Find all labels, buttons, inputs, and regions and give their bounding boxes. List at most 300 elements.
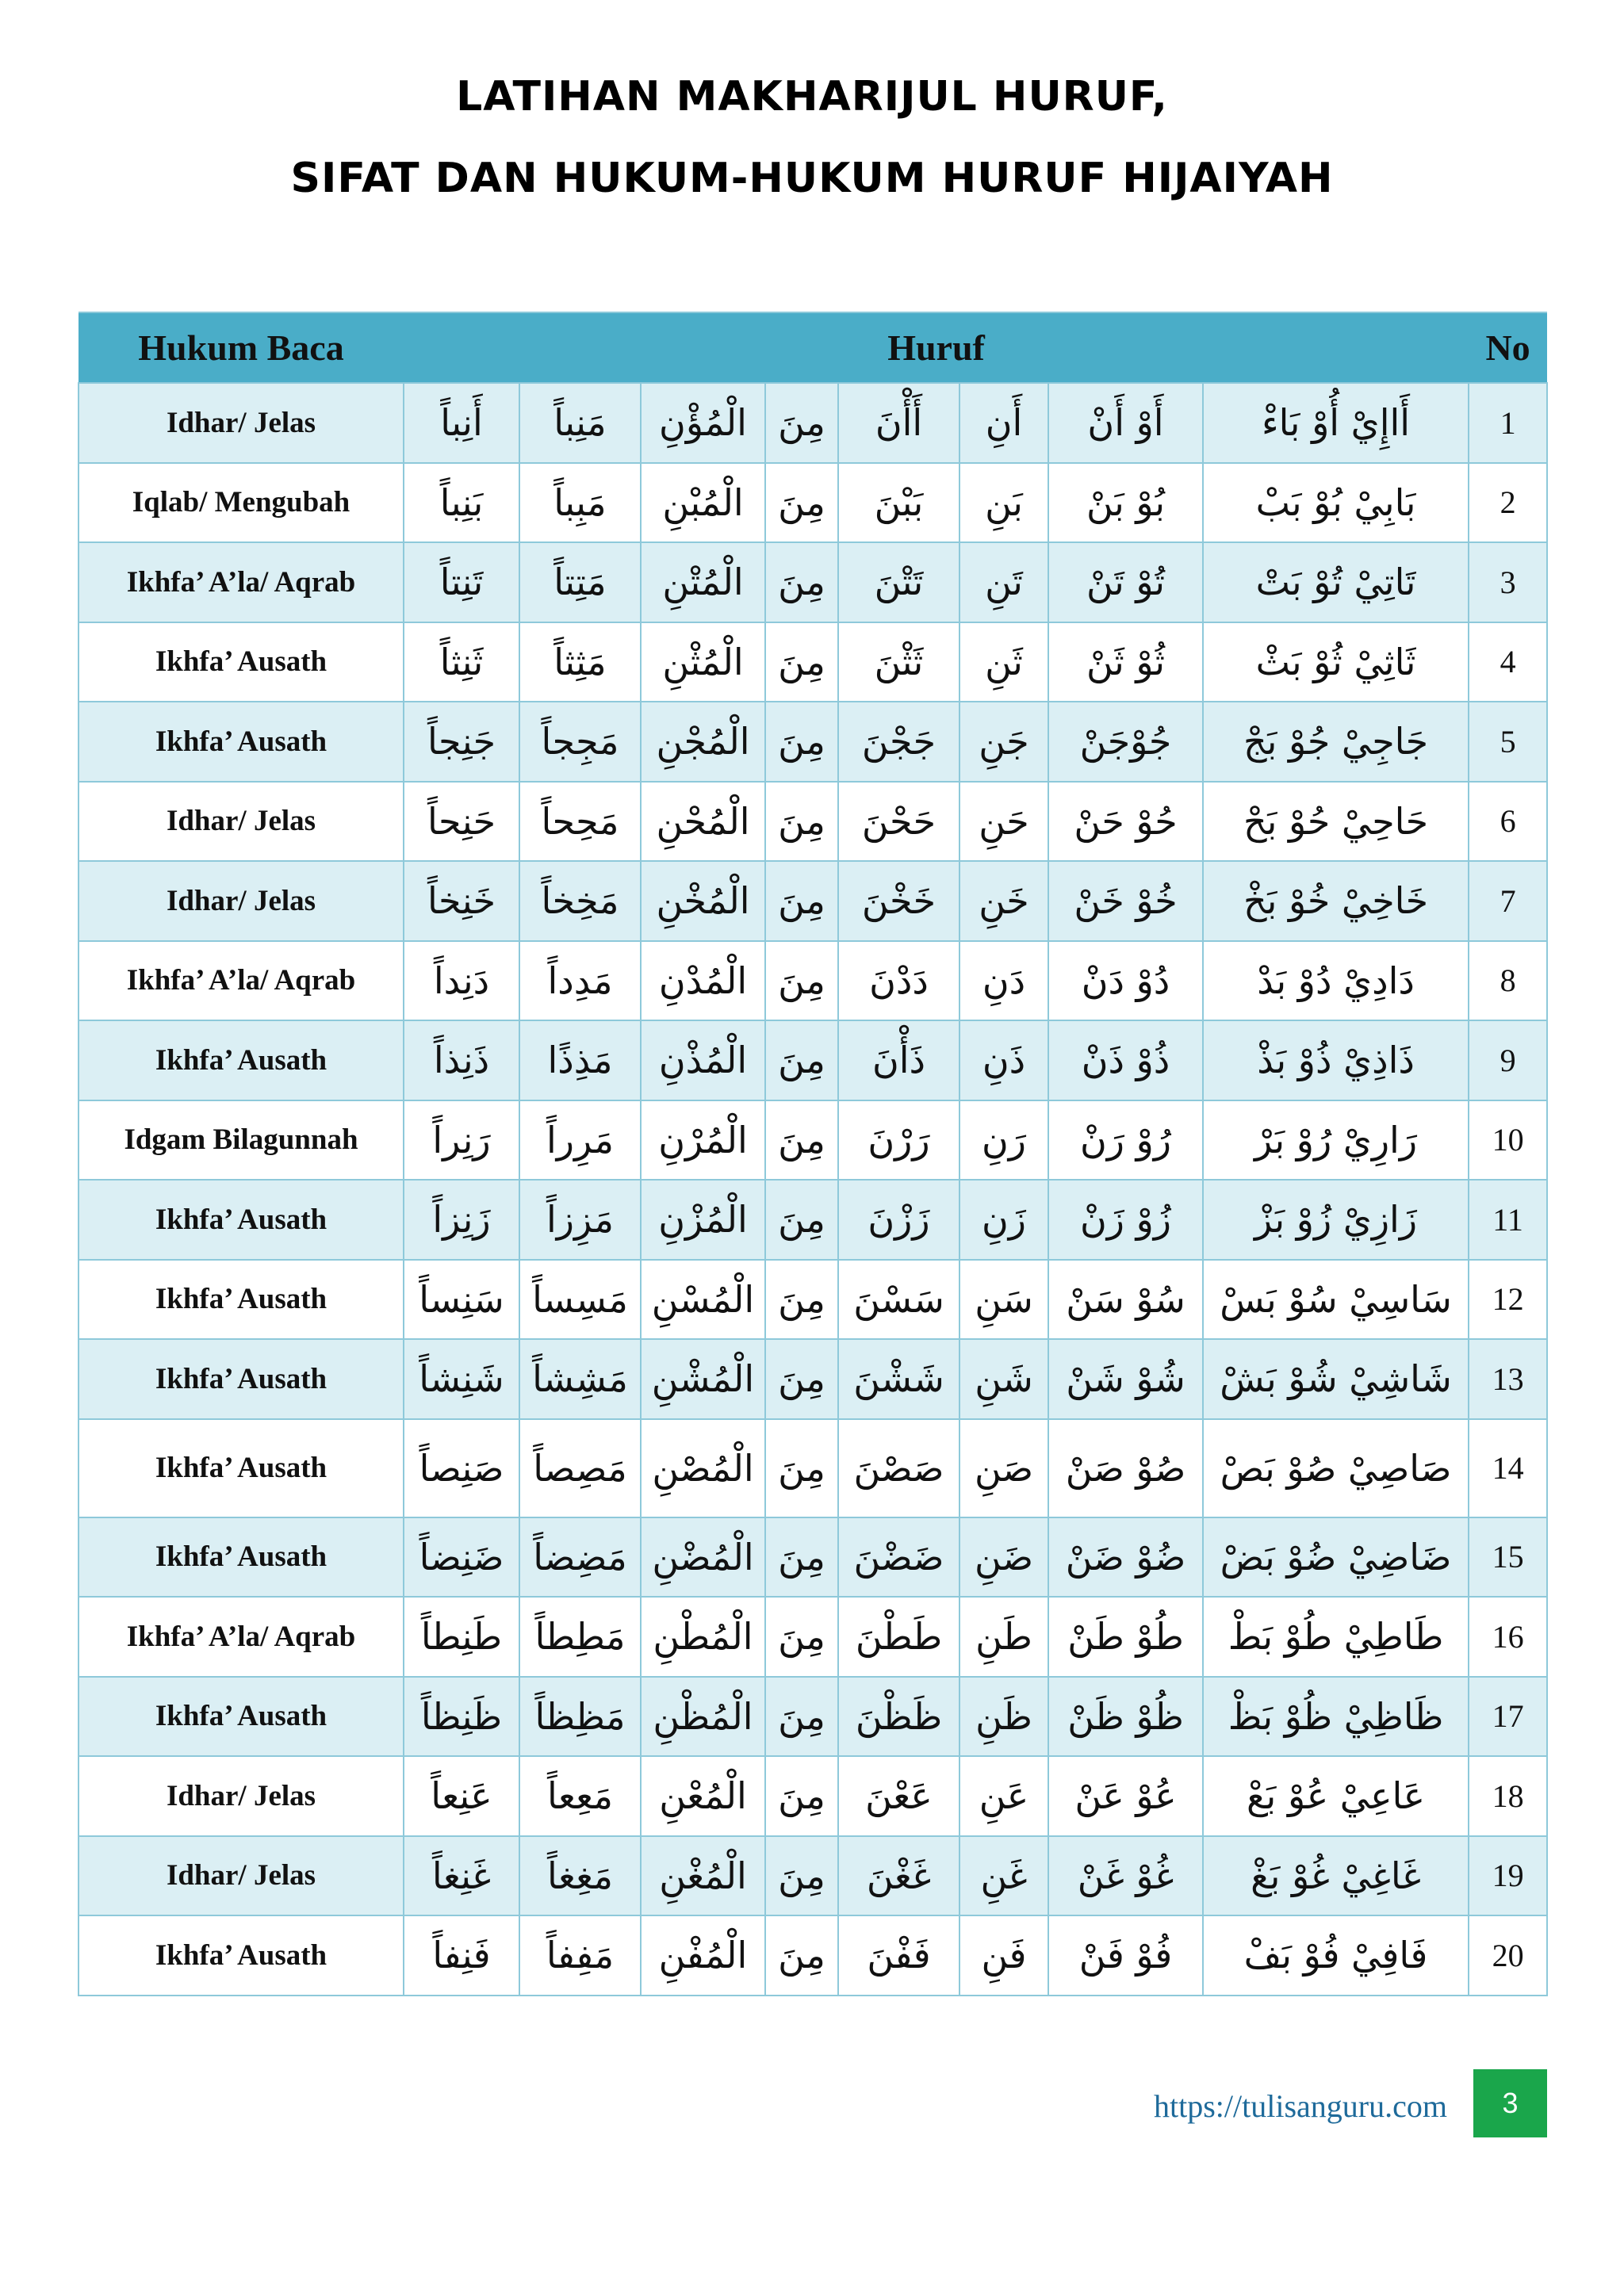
table-row (79, 1260, 1547, 1340)
huruf-text: حَنِ (979, 799, 1029, 843)
row-number-cell: 9 (1469, 1020, 1547, 1100)
huruf-cell (519, 1517, 641, 1598)
huruf-cell (519, 1100, 641, 1181)
huruf-text: الْمُؤْنِ (659, 401, 747, 445)
huruf-cell (765, 1260, 838, 1340)
huruf-text: جَجْنَ (861, 720, 936, 763)
huruf-text: طَنِ (975, 1615, 1032, 1659)
huruf-text: ذُوْ ذَنْ (1081, 1039, 1170, 1082)
huruf-cell (1203, 1020, 1469, 1100)
huruf-cell (641, 542, 765, 622)
huruf-text: مِنَ (778, 1535, 825, 1578)
huruf-cell (519, 1419, 641, 1517)
huruf-cell (959, 1260, 1048, 1340)
huruf-cell (838, 1419, 959, 1517)
huruf-text: فَفْنَ (867, 1934, 931, 1977)
huruf-text: مَتِتاً (553, 561, 607, 604)
huruf-text: سَسْنَ (853, 1277, 944, 1321)
huruf-cell (1048, 1180, 1203, 1260)
huruf-text: مِنَ (778, 1774, 825, 1818)
huruf-cell (641, 1339, 765, 1419)
hukum-baca-cell: Idhar/ Jelas (79, 782, 404, 862)
huruf-text: تَنِتاً (439, 561, 484, 604)
huruf-cell (959, 1915, 1048, 1996)
huruf-cell (519, 782, 641, 862)
huruf-text: ضُوْ ضَنْ (1065, 1535, 1186, 1578)
huruf-cell (765, 542, 838, 622)
huruf-text: ثَنِثاً (439, 640, 484, 683)
huruf-text: عَنِ (979, 1774, 1029, 1818)
huruf-cell (838, 861, 959, 941)
huruf-text: ثَاثِيْ ثُوْ بَثْ (1255, 640, 1416, 683)
row-number-cell: 19 (1469, 1836, 1547, 1916)
huruf-text: خَخْنَ (861, 879, 936, 923)
row-number-cell: 3 (1469, 542, 1547, 622)
huruf-cell (404, 702, 519, 782)
huruf-text: الْمُخْنِ (656, 879, 750, 923)
huruf-cell (1203, 1100, 1469, 1181)
huruf-cell (519, 542, 641, 622)
huruf-text: عُوْ عَنْ (1074, 1774, 1177, 1818)
huruf-cell (519, 702, 641, 782)
huruf-text: صَاصِيْ صُوْ بَصْ (1220, 1446, 1452, 1490)
huruf-text: مِنَ (778, 879, 825, 923)
huruf-text: مَصِصاً (533, 1446, 627, 1490)
huruf-text: عَاعِيْ عُوْ بَعْ (1247, 1774, 1426, 1818)
hukum-baca-cell: Ikhfa’ A’la/ Aqrab (79, 1597, 404, 1677)
hukum-baca-cell: Ikhfa’ A’la/ Aqrab (79, 941, 404, 1021)
huruf-text: مَبِباً (553, 480, 607, 524)
huruf-cell (1203, 1677, 1469, 1757)
huruf-cell (838, 463, 959, 543)
huruf-cell (641, 1836, 765, 1916)
table-row (79, 1756, 1547, 1836)
huruf-cell (641, 1260, 765, 1340)
huruf-text: مِنَ (778, 1357, 825, 1401)
hukum-baca-cell: Ikhfa’ Ausath (79, 1020, 404, 1100)
huruf-text: دَنِ (982, 959, 1026, 1002)
huruf-cell (765, 1180, 838, 1260)
huruf-text: زَنِزاً (432, 1198, 491, 1242)
huruf-text: سُوْ سَنْ (1066, 1277, 1185, 1321)
huruf-cell (838, 1915, 959, 1996)
huruf-cell (959, 463, 1048, 543)
huruf-cell (1048, 463, 1203, 543)
huruf-text: صَنِ (974, 1446, 1034, 1490)
huruf-cell (1203, 941, 1469, 1021)
huruf-cell (1048, 782, 1203, 862)
hukum-baca-cell: Ikhfa’ Ausath (79, 622, 404, 702)
table-row (79, 542, 1547, 622)
hukum-baca-cell: Idgam Bilagunnah (79, 1100, 404, 1181)
huruf-text: مَظِظاً (534, 1694, 626, 1738)
website-link[interactable]: https://tulisanguru.com (1154, 2088, 1447, 2124)
huruf-text: ظَنِظاً (420, 1694, 503, 1738)
huruf-text: مَغِغاً (546, 1854, 614, 1897)
huruf-text: ذَنِذاً (433, 1039, 490, 1082)
huruf-text: الْمُفْنِ (658, 1934, 748, 1977)
huruf-text: صُوْ صَنْ (1065, 1446, 1186, 1490)
huruf-text: مَعِعاً (546, 1774, 614, 1818)
huruf-cell (959, 941, 1048, 1021)
huruf-text: طُوْ طَنْ (1067, 1615, 1184, 1659)
huruf-cell (1203, 542, 1469, 622)
huruf-text: غَاغِيْ غُوْ بَغْ (1251, 1854, 1421, 1897)
huruf-cell (765, 1100, 838, 1181)
huruf-cell (1048, 1517, 1203, 1598)
huruf-text: مَخِخاً (541, 879, 619, 923)
row-number-cell: 16 (1469, 1597, 1547, 1677)
row-number-cell: 4 (1469, 622, 1547, 702)
huruf-text: خَنِخاً (427, 879, 496, 923)
huruf-cell (1048, 1020, 1203, 1100)
huruf-cell (1203, 1756, 1469, 1836)
table-row (79, 1836, 1547, 1916)
huruf-cell (519, 1180, 641, 1260)
huruf-text: غَنِغاً (431, 1854, 492, 1897)
huruf-cell (838, 1597, 959, 1677)
huruf-cell (1203, 383, 1469, 463)
huruf-cell (765, 383, 838, 463)
table-row (79, 1597, 1547, 1677)
huruf-text: الْمُحْنِ (656, 799, 750, 843)
huruf-cell (1048, 1756, 1203, 1836)
huruf-cell (959, 622, 1048, 702)
huruf-cell (1203, 1915, 1469, 1996)
huruf-cell (1048, 1915, 1203, 1996)
huruf-cell (959, 1677, 1048, 1757)
huruf-text: رَرْنَ (868, 1118, 930, 1161)
huruf-cell (1048, 1677, 1203, 1757)
huruf-text: الْمُظْنِ (653, 1694, 753, 1738)
huruf-text: سَنِ (975, 1277, 1033, 1321)
huruf-text: طَطْنَ (855, 1615, 943, 1659)
hijaiyah-table (78, 312, 1548, 1996)
huruf-cell (838, 1836, 959, 1916)
huruf-cell (1048, 702, 1203, 782)
huruf-cell (959, 861, 1048, 941)
row-number-cell: 13 (1469, 1339, 1547, 1419)
huruf-text: دَادِيْ دُوْ بَدْ (1257, 959, 1415, 1002)
hukum-baca-cell: Ikhfa’ Ausath (79, 1180, 404, 1260)
huruf-text: الْمُذْنِ (658, 1039, 748, 1082)
huruf-text: بَنِباً (439, 480, 484, 524)
huruf-text: تُوْ تَنْ (1086, 561, 1165, 604)
huruf-cell (959, 1597, 1048, 1677)
huruf-text: عَنِعاً (431, 1774, 492, 1818)
huruf-text: مَثِثاً (553, 640, 607, 683)
huruf-cell (765, 622, 838, 702)
huruf-cell (404, 542, 519, 622)
huruf-cell (1203, 1339, 1469, 1419)
huruf-text: مِنَ (778, 1277, 825, 1321)
huruf-text: زُوْ زَنْ (1079, 1198, 1172, 1242)
huruf-cell (1048, 941, 1203, 1021)
huruf-text: خُوْ خَنْ (1074, 879, 1178, 923)
huruf-cell (641, 1597, 765, 1677)
huruf-cell (959, 702, 1048, 782)
huruf-text: بَبْنَ (874, 480, 924, 524)
huruf-cell (1048, 861, 1203, 941)
row-number-cell: 17 (1469, 1677, 1547, 1757)
row-number-cell: 10 (1469, 1100, 1547, 1181)
huruf-cell (1203, 702, 1469, 782)
huruf-cell (959, 1517, 1048, 1598)
huruf-cell (838, 702, 959, 782)
huruf-text: جَنِجاً (427, 720, 496, 763)
huruf-cell (641, 383, 765, 463)
huruf-cell (838, 1517, 959, 1598)
huruf-text: زَازِيْ زُوْ بَزْ (1254, 1198, 1418, 1242)
huruf-text: مَرِراً (546, 1118, 614, 1161)
huruf-text: الْمُجْنِ (656, 720, 750, 763)
huruf-text: شَاشِيْ شُوْ بَشْ (1220, 1357, 1452, 1401)
huruf-cell (641, 1756, 765, 1836)
huruf-cell (404, 1419, 519, 1517)
huruf-cell (1203, 1180, 1469, 1260)
huruf-text: رُوْ رَنْ (1079, 1118, 1172, 1161)
huruf-cell (404, 1100, 519, 1181)
row-number-cell: 20 (1469, 1915, 1547, 1996)
table-row (79, 1915, 1547, 1996)
row-number-cell: 1 (1469, 383, 1547, 463)
huruf-text: ظَاظِيْ ظُوْ بَظْ (1228, 1694, 1444, 1738)
huruf-cell (641, 702, 765, 782)
table-row (79, 1517, 1547, 1598)
table-row (79, 383, 1547, 463)
huruf-cell (519, 1020, 641, 1100)
huruf-text: جَاجِيْ جُوْ بَجْ (1243, 720, 1429, 763)
title-line-1: LATIHAN MAKHARIJUL HURUF, (456, 73, 1168, 121)
table-row (79, 1100, 1547, 1181)
huruf-cell (404, 782, 519, 862)
huruf-text: حُوْ حَنْ (1074, 799, 1178, 843)
huruf-text: مِنَ (778, 720, 825, 763)
huruf-cell (641, 463, 765, 543)
huruf-text: مِنَ (778, 480, 825, 524)
huruf-text: ضَضْنَ (853, 1535, 944, 1578)
row-number-cell: 7 (1469, 861, 1547, 941)
table-row (79, 463, 1547, 543)
huruf-cell (404, 1677, 519, 1757)
huruf-cell (838, 941, 959, 1021)
huruf-text: مِنَ (778, 1854, 825, 1897)
huruf-text: مِنَ (778, 561, 825, 604)
huruf-text: أَاإِيْ أُوْ بَاءْ (1262, 401, 1411, 445)
huruf-cell (1048, 1339, 1203, 1419)
table-header-row (79, 312, 1547, 383)
huruf-text: مَسِساً (532, 1277, 628, 1321)
huruf-text: الْمُعْنِ (659, 1774, 747, 1818)
huruf-text: ضَنِ (974, 1535, 1034, 1578)
huruf-text: ظُوْ ظَنْ (1067, 1694, 1184, 1738)
huruf-cell (519, 1677, 641, 1757)
huruf-cell (404, 1756, 519, 1836)
huruf-text: مِنَ (778, 799, 825, 843)
huruf-cell (838, 1100, 959, 1181)
huruf-cell (765, 1419, 838, 1517)
table-row (79, 861, 1547, 941)
huruf-text: الْمُتْنِ (662, 561, 744, 604)
huruf-text: مَضِضاً (533, 1535, 627, 1578)
row-number-cell: 5 (1469, 702, 1547, 782)
table-row (79, 941, 1547, 1021)
row-number-cell: 2 (1469, 463, 1547, 543)
huruf-text: طَاطِيْ طُوْ بَطْ (1228, 1615, 1444, 1659)
huruf-text: الْمُدْنِ (658, 959, 748, 1002)
huruf-text: جُوْجَنْ (1079, 720, 1172, 763)
hukum-baca-cell: Ikhfa’ A’la/ Aqrab (79, 542, 404, 622)
huruf-cell (838, 383, 959, 463)
huruf-cell (838, 1260, 959, 1340)
huruf-text: مِنَ (778, 1934, 825, 1977)
huruf-text: ذَأْنَ (871, 1039, 926, 1082)
huruf-text: رَارِيْ رُوْ بَرْ (1254, 1118, 1418, 1161)
huruf-cell (838, 542, 959, 622)
huruf-text: شُوْ شَنْ (1066, 1357, 1185, 1401)
header-huruf: Huruf (404, 312, 1469, 383)
huruf-text: حَاحِيْ حُوْ بَحْ (1243, 799, 1429, 843)
hukum-baca-cell: Ikhfa’ Ausath (79, 1260, 404, 1340)
huruf-text: مَدِداً (547, 959, 613, 1002)
huruf-text: ضَاضِيْ ضُوْ بَضْ (1220, 1535, 1452, 1578)
huruf-cell (404, 622, 519, 702)
table-row (79, 1419, 1547, 1517)
huruf-text: مَزِزاً (546, 1198, 614, 1242)
huruf-text: الْمُرْنِ (658, 1118, 748, 1161)
huruf-text: مَشِشاً (532, 1357, 628, 1401)
huruf-text: غَنِ (980, 1854, 1028, 1897)
huruf-cell (838, 1020, 959, 1100)
huruf-cell (1203, 1836, 1469, 1916)
huruf-text: مِنَ (778, 1198, 825, 1242)
huruf-text: بَنِ (985, 480, 1023, 524)
hukum-baca-cell: Ikhfa’ Ausath (79, 1915, 404, 1996)
huruf-text: الْمُضْنِ (652, 1535, 754, 1578)
huruf-cell (959, 1100, 1048, 1181)
huruf-text: زَنِ (982, 1198, 1026, 1242)
huruf-cell (1048, 1597, 1203, 1677)
huruf-text: خَاخِيْ خُوْ بَخْ (1243, 879, 1429, 923)
huruf-cell (765, 861, 838, 941)
huruf-text: مِنَ (778, 401, 825, 445)
huruf-cell (404, 1836, 519, 1916)
huruf-text: مِنَ (778, 959, 825, 1002)
huruf-text: تَاتِيْ تُوْ بَتْ (1255, 561, 1416, 604)
huruf-text: صَنِصاً (419, 1446, 504, 1490)
huruf-cell (404, 1597, 519, 1677)
huruf-cell (838, 622, 959, 702)
huruf-text: أَوْ أَنْ (1087, 401, 1164, 445)
huruf-cell (1048, 1260, 1203, 1340)
huruf-text: دَنِداً (433, 959, 490, 1002)
huruf-cell (765, 1020, 838, 1100)
huruf-cell (959, 1339, 1048, 1419)
huruf-text: ثَنِ (985, 640, 1023, 683)
huruf-cell (765, 463, 838, 543)
huruf-cell (404, 1180, 519, 1260)
huruf-cell (519, 1260, 641, 1340)
huruf-text: مَحِحاً (541, 799, 619, 843)
table-row (79, 1339, 1547, 1419)
huruf-text: مِنَ (778, 640, 825, 683)
huruf-cell (838, 1339, 959, 1419)
huruf-cell (519, 1597, 641, 1677)
huruf-text: مَجِجاً (541, 720, 619, 763)
huruf-cell (765, 941, 838, 1021)
huruf-text: ظَنِ (975, 1694, 1032, 1738)
huruf-text: الْمُسْنِ (651, 1277, 755, 1321)
huruf-cell (519, 1756, 641, 1836)
table-row (79, 702, 1547, 782)
row-number-cell: 15 (1469, 1517, 1547, 1598)
huruf-text: عَعْنَ (865, 1774, 933, 1818)
huruf-text: ثَثْنَ (874, 640, 924, 683)
huruf-text: حَنِحاً (427, 799, 496, 843)
huruf-text: ذَاذِيْ ذُوْ بَذْ (1257, 1039, 1415, 1082)
huruf-text: الْمُطْنِ (653, 1615, 753, 1659)
row-number-cell: 6 (1469, 782, 1547, 862)
huruf-cell (404, 1915, 519, 1996)
hukum-baca-cell: Ikhfa’ Ausath (79, 702, 404, 782)
huruf-text: الْمُصْنِ (652, 1446, 754, 1490)
huruf-cell (519, 861, 641, 941)
huruf-text: رَنِ (982, 1118, 1026, 1161)
huruf-cell (641, 1517, 765, 1598)
huruf-text: مِنَ (778, 1039, 825, 1082)
huruf-text: ظَظْنَ (855, 1694, 943, 1738)
hukum-baca-cell: Idhar/ Jelas (79, 861, 404, 941)
hukum-baca-cell: Ikhfa’ Ausath (79, 1339, 404, 1419)
huruf-text: مِنَ (778, 1615, 825, 1659)
huruf-text: صَصْنَ (853, 1446, 944, 1490)
huruf-text: غُوْ غَنْ (1077, 1854, 1174, 1897)
huruf-cell (519, 463, 641, 543)
huruf-text: مَطِطاً (534, 1615, 626, 1659)
huruf-cell (641, 1020, 765, 1100)
huruf-cell (838, 1756, 959, 1836)
huruf-cell (519, 1915, 641, 1996)
huruf-text: أَأْنَ (875, 401, 923, 445)
hukum-baca-cell: Ikhfa’ Ausath (79, 1677, 404, 1757)
hukum-baca-cell: Idhar/ Jelas (79, 1836, 404, 1916)
huruf-cell (838, 1180, 959, 1260)
huruf-cell (1048, 1419, 1203, 1517)
huruf-text: تَنِ (985, 561, 1023, 604)
huruf-text: أَنِ (985, 401, 1023, 445)
huruf-text: شَنِشاً (419, 1357, 504, 1401)
huruf-cell (641, 941, 765, 1021)
huruf-text: الْمُزْنِ (658, 1198, 748, 1242)
huruf-cell (765, 1597, 838, 1677)
huruf-cell (404, 1260, 519, 1340)
huruf-cell (959, 383, 1048, 463)
huruf-cell (959, 1756, 1048, 1836)
table-row (79, 1677, 1547, 1757)
huruf-cell (1048, 1836, 1203, 1916)
huruf-cell (959, 1836, 1048, 1916)
huruf-text: مَذِذًا (547, 1039, 613, 1082)
huruf-text: الْمُبْنِ (662, 480, 744, 524)
huruf-text: أَنِباً (440, 401, 483, 445)
hukum-baca-cell: Idhar/ Jelas (79, 383, 404, 463)
huruf-text: حَحْنَ (861, 799, 936, 843)
huruf-text: دُوْ دَنْ (1081, 959, 1170, 1002)
huruf-text: ذَنِ (982, 1039, 1026, 1082)
huruf-cell (1048, 622, 1203, 702)
huruf-cell (519, 1836, 641, 1916)
hukum-baca-cell: Ikhfa’ Ausath (79, 1517, 404, 1598)
